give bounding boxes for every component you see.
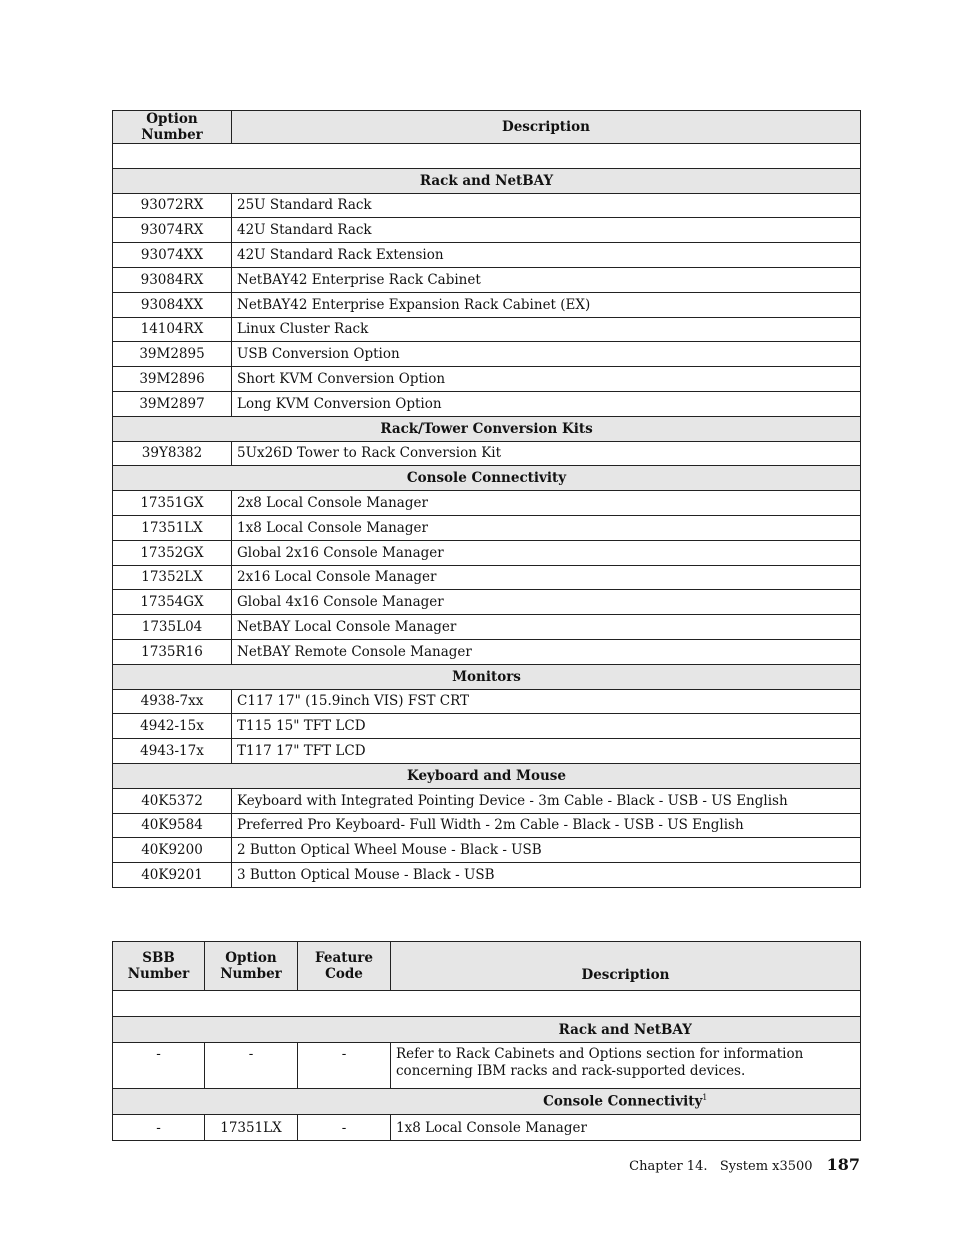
conversion-rows: [113, 441, 861, 466]
description-cell: Keyboard with Integrated Pointing Device - 3m Cable - Black - USB - US English: [232, 788, 861, 813]
table-row: [113, 590, 861, 615]
description-cell: 2x8 Local Console Manager: [232, 491, 861, 516]
section-console-connectivity: Console Connectivity: [113, 466, 861, 491]
header-line: Number: [220, 966, 282, 982]
section-row: [113, 466, 861, 491]
option-number-cell: 93084RX: [113, 267, 232, 292]
section-rack-netbay: Rack and NetBAY: [391, 1017, 861, 1043]
description-cell: Refer to Rack Cabinets and Options section for information concerning IBM racks and rack-supported devices.: [391, 1043, 861, 1089]
table-row: [113, 267, 861, 292]
description-cell: T115 15" TFT LCD: [232, 714, 861, 739]
blank-row: [113, 144, 861, 169]
option-cell: 17351LX: [205, 1115, 298, 1141]
option-number-cell: 1735R16: [113, 639, 232, 664]
option-number-cell: 40K9201: [113, 863, 232, 888]
footnote-marker: 1: [702, 1093, 708, 1103]
description-cell: 5Ux26D Tower to Rack Conversion Kit: [232, 441, 861, 466]
table-row: [113, 391, 861, 416]
option-number-cell: 4938-7xx: [113, 689, 232, 714]
option-number-cell: 40K9584: [113, 813, 232, 838]
chapter-label: Chapter 14. System x3500: [629, 1159, 813, 1174]
option-number-cell: 40K5372: [113, 788, 232, 813]
description-header: Description: [391, 942, 861, 991]
table-row: [113, 342, 861, 367]
description-cell: NetBAY42 Enterprise Expansion Rack Cabinet (EX): [232, 292, 861, 317]
section-monitors: Monitors: [113, 664, 861, 689]
feature-cell: -: [298, 1115, 391, 1141]
header-line: SBB: [142, 950, 175, 966]
description-cell: Long KVM Conversion Option: [232, 391, 861, 416]
table-header-row: [113, 111, 861, 144]
option-number-header: Option Number: [113, 111, 232, 144]
option-number-cell: 40K9200: [113, 838, 232, 863]
description-cell: NetBAY42 Enterprise Rack Cabinet: [232, 267, 861, 292]
section-row: [113, 664, 861, 689]
header-line: Option: [225, 950, 277, 966]
description-cell: Preferred Pro Keyboard- Full Width - 2m Cable - Black - USB - US English: [232, 813, 861, 838]
section-row: [113, 416, 861, 441]
section-row: [113, 168, 861, 193]
section-label: Console Connectivity: [543, 1093, 703, 1110]
page-footer: [629, 1155, 860, 1174]
description-cell: Global 2x16 Console Manager: [232, 540, 861, 565]
option-number-cell: 93084XX: [113, 292, 232, 317]
table-row: [113, 193, 861, 218]
table-row: [113, 838, 861, 863]
section-rack-netbay: Rack and NetBAY: [113, 168, 861, 193]
console-rows: [113, 491, 861, 665]
table-row: [113, 317, 861, 342]
description-header: Description: [232, 111, 861, 144]
table-row: [113, 565, 861, 590]
option-number-cell: 4943-17x: [113, 739, 232, 764]
table-row: [113, 441, 861, 466]
table-row: [113, 1115, 861, 1141]
section-keyboard-mouse: Keyboard and Mouse: [113, 763, 861, 788]
header-line: Feature: [315, 950, 373, 966]
option-number-cell: 1735L04: [113, 615, 232, 640]
description-cell: T117 17" TFT LCD: [232, 739, 861, 764]
description-cell: 42U Standard Rack Extension: [232, 243, 861, 268]
description-cell: 2 Button Optical Wheel Mouse - Black - USB: [232, 838, 861, 863]
option-number-cell: 39M2896: [113, 367, 232, 392]
rack-rows: [113, 193, 861, 416]
option-number-cell: 4942-15x: [113, 714, 232, 739]
options-table: [112, 110, 861, 888]
table-row: [113, 292, 861, 317]
description-cell: C117 17" (15.9inch VIS) FST CRT: [232, 689, 861, 714]
description-cell: 1x8 Local Console Manager: [232, 515, 861, 540]
table-row: [113, 615, 861, 640]
section-conversion-kits: Rack/Tower Conversion Kits: [113, 416, 861, 441]
option-number-cell: 17351GX: [113, 491, 232, 516]
feature-code-header: [298, 942, 391, 991]
sbb-cell: -: [113, 1043, 205, 1089]
table-row: [113, 714, 861, 739]
option-number-cell: 17352LX: [113, 565, 232, 590]
section-console-connectivity: [391, 1089, 861, 1115]
table-row: [113, 788, 861, 813]
blank-cell: [113, 991, 861, 1017]
sbb-options-table: [112, 941, 861, 1141]
description-cell: 1x8 Local Console Manager: [391, 1115, 861, 1141]
table-row: [113, 739, 861, 764]
description-cell: 3 Button Optical Mouse - Black - USB: [232, 863, 861, 888]
feature-cell: -: [298, 1043, 391, 1089]
option-number-cell: 39M2895: [113, 342, 232, 367]
monitor-rows: [113, 689, 861, 763]
option-number-cell: 17352GX: [113, 540, 232, 565]
table-row: [113, 813, 861, 838]
option-number-cell: 17351LX: [113, 515, 232, 540]
option-number-header: [205, 942, 298, 991]
description-cell: Short KVM Conversion Option: [232, 367, 861, 392]
section-spacer: [113, 1089, 391, 1115]
header-line: Code: [325, 966, 363, 982]
table-row: [113, 491, 861, 516]
option-number-cell: 14104RX: [113, 317, 232, 342]
table-row: [113, 639, 861, 664]
sbb-cell: -: [113, 1115, 205, 1141]
table-row: [113, 1043, 861, 1089]
table-header-row: [113, 942, 861, 991]
option-number-cell: 39M2897: [113, 391, 232, 416]
table-row: [113, 863, 861, 888]
sbb-number-header: [113, 942, 205, 991]
option-number-cell: 39Y8382: [113, 441, 232, 466]
option-number-cell: 17354GX: [113, 590, 232, 615]
option-number-cell: 93074XX: [113, 243, 232, 268]
blank-row: [113, 991, 861, 1017]
page-number: 187: [826, 1155, 860, 1174]
description-cell: NetBAY Remote Console Manager: [232, 639, 861, 664]
section-row: [113, 1089, 861, 1115]
option-number-cell: 93072RX: [113, 193, 232, 218]
description-cell: Global 4x16 Console Manager: [232, 590, 861, 615]
option-number-cell: 93074RX: [113, 218, 232, 243]
table-row: [113, 540, 861, 565]
header-line: Number: [127, 966, 190, 982]
table-row: [113, 243, 861, 268]
keyboard-rows: [113, 788, 861, 887]
section-spacer: [113, 1017, 391, 1043]
description-cell: 2x16 Local Console Manager: [232, 565, 861, 590]
description-cell: NetBAY Local Console Manager: [232, 615, 861, 640]
option-cell: -: [205, 1043, 298, 1089]
description-cell: 25U Standard Rack: [232, 193, 861, 218]
table-row: [113, 218, 861, 243]
section-row: [113, 763, 861, 788]
table-row: [113, 515, 861, 540]
table-row: [113, 689, 861, 714]
description-cell: Linux Cluster Rack: [232, 317, 861, 342]
table-row: [113, 367, 861, 392]
blank-cell: [113, 144, 861, 169]
description-cell: 42U Standard Rack: [232, 218, 861, 243]
description-cell: USB Conversion Option: [232, 342, 861, 367]
section-row: [113, 1017, 861, 1043]
